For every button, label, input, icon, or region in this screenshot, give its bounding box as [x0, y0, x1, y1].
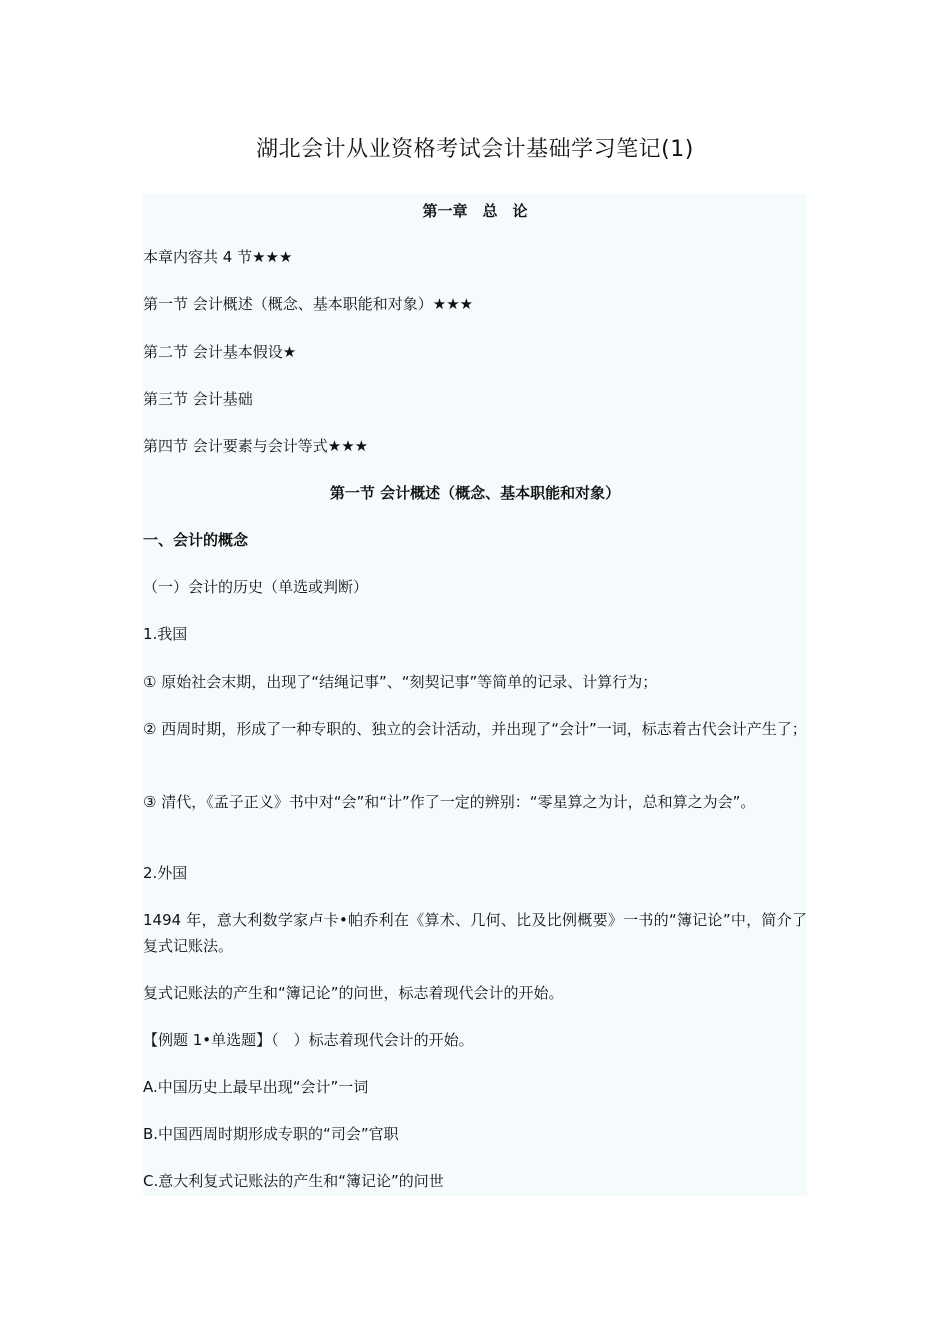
section-list-item-1: 第一节 会计概述（概念、基本职能和对象）★★★ [143, 295, 474, 313]
option-b: B.中国西周时期形成专职的“司会”官职 [143, 1125, 399, 1143]
china-point-3: ③ 清代，《孟子正义》书中对“会”和“计”作了一定的辨别：“零星算之为计，总和算之为会”。 [143, 793, 756, 811]
option-a: A.中国历史上最早出现“会计”一词 [143, 1078, 369, 1096]
item-china: 1.我国 [143, 625, 188, 643]
section-list-item-3: 第三节 会计基础 [143, 390, 253, 408]
item-foreign: 2.外国 [143, 864, 188, 882]
foreign-point-2: 复式记账法的产生和“簿记论”的问世，标志着现代会计的开始。 [143, 984, 564, 1002]
document-title: 湖北会计从业资格考试会计基础学习笔记(1) [256, 137, 694, 162]
chapter-heading: 第一章 总 论 [422, 202, 528, 220]
section-list-item-2: 第二节 会计基本假设★ [143, 343, 297, 361]
china-point-1: ① 原始社会末期，出现了“结绳记事”、“刻契记事”等简单的记录、计算行为； [143, 673, 658, 691]
subheading-concept: 一、会计的概念 [143, 531, 249, 549]
section-list-item-4: 第四节 会计要素与会计等式★★★ [143, 437, 369, 455]
foreign-point-1: 1494 年，意大利数学家卢卡•帕乔利在《算术、几何、比及比例概要》一书的“簿记论”中，简介了复式记账法。 [143, 911, 807, 955]
china-point-2: ② 西周时期，形成了一种专职的、独立的会计活动，并出现了“会计”一词，标志着古代会计产生了； [143, 720, 807, 738]
example-question: 【例题 1•单选题】（ ）标志着现代会计的开始。 [143, 1031, 474, 1049]
section-heading: 第一节 会计概述（概念、基本职能和对象） [329, 484, 621, 502]
chapter-summary: 本章内容共 4 节★★★ [143, 248, 293, 266]
content-area [143, 194, 807, 1196]
option-c: C.意大利复式记账法的产生和“簿记论”的问世 [143, 1172, 444, 1190]
subheading-history: （一）会计的历史（单选或判断） [143, 578, 369, 596]
